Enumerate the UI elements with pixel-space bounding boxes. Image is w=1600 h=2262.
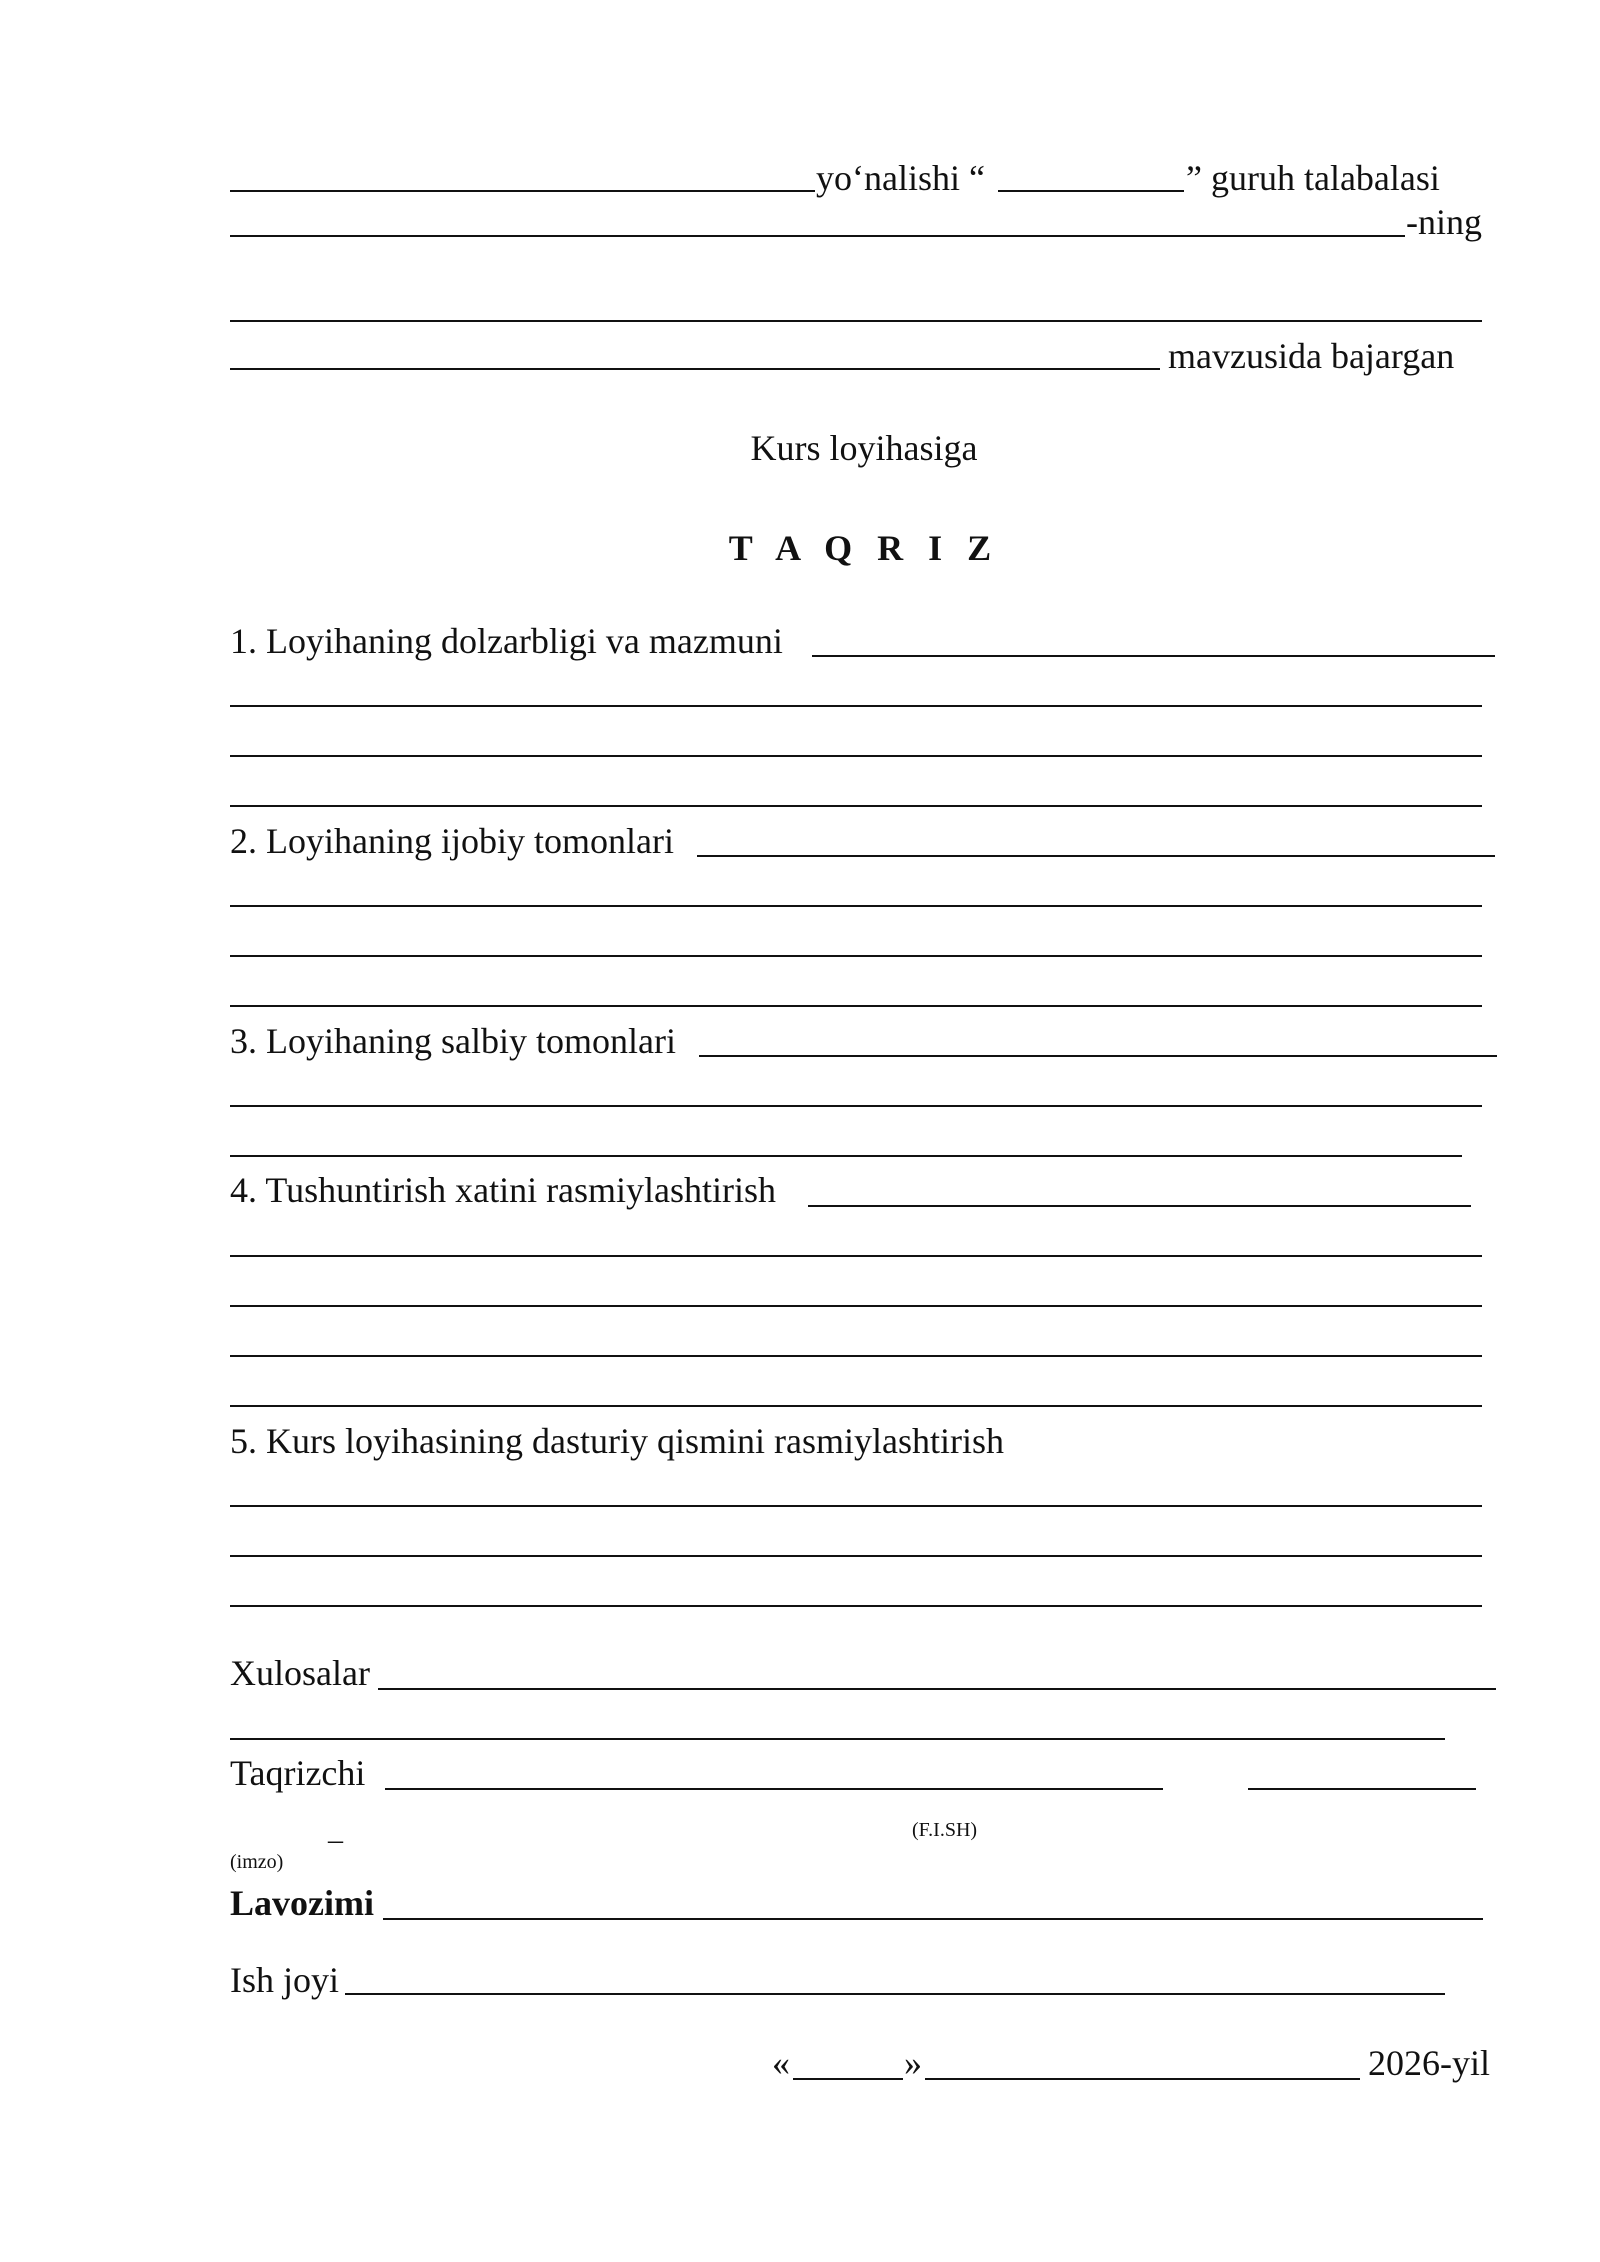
student-name-blank[interactable]: [230, 235, 1405, 237]
section-5-blank-line[interactable]: [230, 1605, 1482, 1607]
pretitle: Kurs loyihasiga: [750, 428, 978, 468]
section-2-blank-line[interactable]: [230, 1005, 1482, 1007]
section-2-blank-line[interactable]: [230, 955, 1482, 957]
fish-caption: (F.I.SH): [912, 1819, 978, 1841]
section-2-blank-inline[interactable]: [697, 855, 1495, 857]
section-2-blank-line[interactable]: [230, 905, 1482, 907]
date-day-blank[interactable]: [793, 2078, 903, 2080]
direction-label: yo‘nalishi “: [816, 158, 985, 198]
section-1-blank-line[interactable]: [230, 805, 1482, 807]
section-3-blank-line[interactable]: [230, 1155, 1462, 1157]
document-title: T A Q R I Z: [728, 528, 1000, 568]
position-label: Lavozimi: [230, 1883, 374, 1923]
section-4-blank-line[interactable]: [230, 1255, 1482, 1257]
reviewer-name-blank[interactable]: [385, 1788, 1163, 1790]
section-4-blank-line[interactable]: [230, 1355, 1482, 1357]
topic-suffix-label: mavzusida bajargan: [1168, 336, 1455, 376]
reviewer-label: Taqrizchi: [230, 1753, 366, 1793]
section-1-blank-line[interactable]: [230, 705, 1482, 707]
section-5-blank-line[interactable]: [230, 1505, 1482, 1507]
section-2-label: 2. Loyihaning ijobiy tomonlari: [230, 821, 674, 861]
topic-blank-1[interactable]: [230, 320, 1482, 322]
section-3-blank-inline[interactable]: [699, 1055, 1497, 1057]
workplace-blank[interactable]: [345, 1993, 1445, 1995]
section-1-label: 1. Loyihaning dolzarbligi va mazmuni: [230, 621, 783, 661]
workplace-label: Ish joyi: [230, 1960, 340, 2000]
section-4-label: 4. Tushuntirish xatini rasmiylashtirish: [230, 1170, 777, 1210]
section-3-blank-line[interactable]: [230, 1105, 1482, 1107]
section-1-blank-line[interactable]: [230, 755, 1482, 757]
section-1-blank-inline[interactable]: [812, 655, 1495, 657]
imzo-caption: (imzo): [230, 1851, 284, 1873]
section-5-blank-line[interactable]: [230, 1555, 1482, 1557]
conclusions-label: Xulosalar: [230, 1653, 370, 1693]
group-blank[interactable]: [998, 190, 1184, 192]
section-4-blank-line[interactable]: [230, 1405, 1482, 1407]
section-5-label: 5. Kurs loyihasining dasturiy qismini rasmiylashtirish: [230, 1421, 1004, 1461]
reviewer-signature-blank[interactable]: [1248, 1788, 1476, 1790]
date-open-quote: «: [772, 2043, 790, 2083]
section-4-blank-inline[interactable]: [808, 1205, 1471, 1207]
date-close-quote: »: [904, 2043, 922, 2083]
date-year: 2026-yil: [1368, 2043, 1490, 2083]
conclusions-blank-line[interactable]: [230, 1738, 1445, 1740]
section-4-blank-line[interactable]: [230, 1305, 1482, 1307]
group-student-label: ” guruh talabalasi: [1186, 158, 1440, 198]
ning-suffix: -ning: [1406, 202, 1482, 242]
position-blank[interactable]: [383, 1918, 1483, 1920]
direction-blank[interactable]: [230, 190, 815, 192]
conclusions-blank-inline[interactable]: [378, 1688, 1496, 1690]
topic-blank-2[interactable]: [230, 368, 1160, 370]
section-3-label: 3. Loyihaning salbiy tomonlari: [230, 1021, 676, 1061]
date-month-blank[interactable]: [925, 2078, 1360, 2080]
reviewer-dash: _: [328, 1813, 343, 1846]
